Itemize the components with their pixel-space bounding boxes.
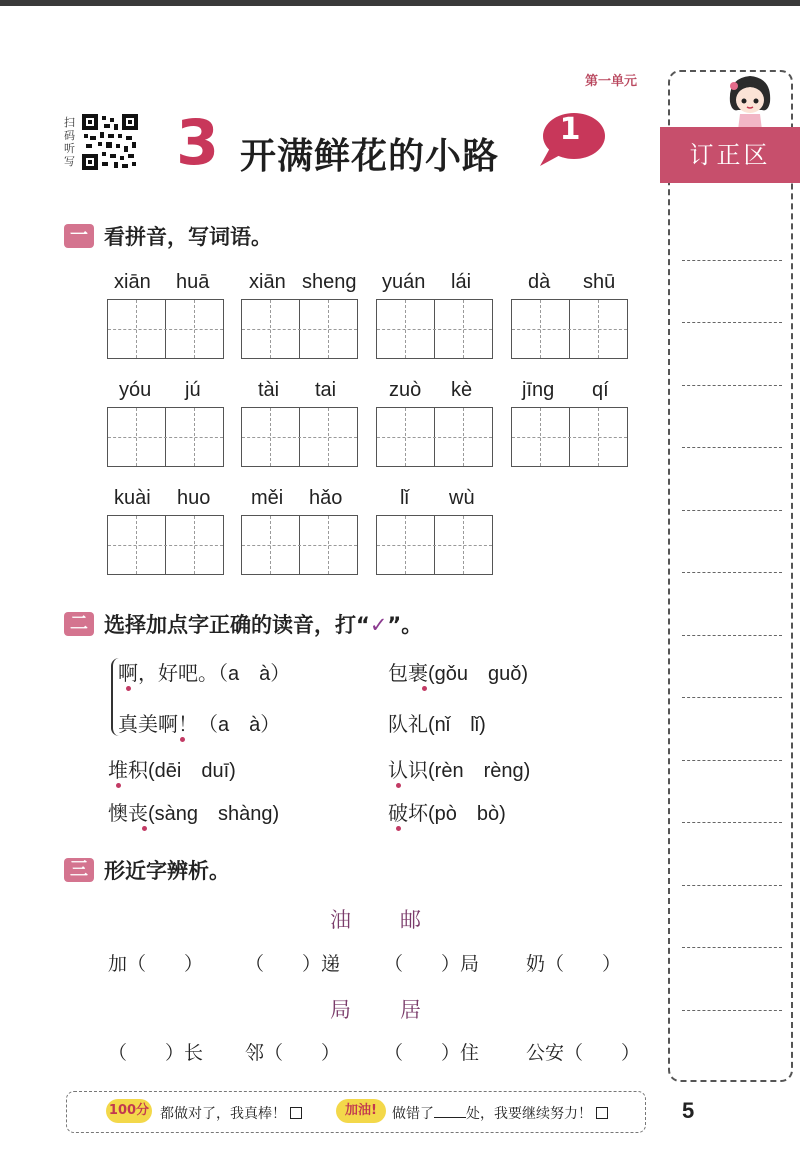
- writing-grid[interactable]: [511, 407, 628, 467]
- writing-grid[interactable]: [241, 515, 358, 575]
- pinyin: xiān: [249, 271, 286, 293]
- keep-going-badge: 加油!: [336, 1099, 386, 1123]
- correction-line: [682, 572, 782, 573]
- pinyin: hǎo: [309, 487, 343, 509]
- writing-grid[interactable]: [107, 299, 224, 359]
- pinyin: huo: [177, 487, 211, 509]
- correction-label: 订正区: [689, 141, 771, 169]
- pinyin: jú: [185, 379, 201, 401]
- cartoon-girl-icon: [722, 72, 778, 132]
- self-check-good: [160, 1103, 302, 1123]
- pinyin: měi: [251, 487, 284, 509]
- question-item[interactable]: [388, 657, 528, 686]
- char-pair: 局: [330, 998, 351, 1022]
- correction-line: [682, 885, 782, 886]
- correction-line: [682, 947, 782, 948]
- part-number: 1: [559, 112, 581, 147]
- emphasis-dot: [396, 826, 401, 831]
- question-word: 啊，好吧。: [118, 661, 218, 685]
- question-item[interactable]: [108, 754, 236, 783]
- question-item[interactable]: [108, 797, 279, 826]
- correction-area: [668, 70, 793, 1082]
- correction-line: [682, 322, 782, 323]
- qr-code-icon[interactable]: [82, 114, 138, 170]
- question-word: 认识: [388, 758, 428, 782]
- question-item[interactable]: [388, 708, 486, 737]
- lesson-number: 3: [176, 106, 220, 179]
- question-options: (rèn rèng): [428, 760, 531, 782]
- emphasis-dot: [126, 686, 131, 691]
- emphasis-dot: [396, 783, 401, 788]
- section-title-text: 选择加点字正确的读音，打“: [104, 613, 370, 637]
- emphasis-dot: [142, 826, 147, 831]
- correction-line: [682, 697, 782, 698]
- pinyin: qí: [592, 379, 609, 401]
- correction-line: [682, 635, 782, 636]
- question-word: 包裹: [388, 661, 428, 685]
- question-options: (gǒu guǒ): [428, 663, 529, 685]
- writing-grid[interactable]: [376, 299, 493, 359]
- correction-line: [682, 447, 782, 448]
- question-options: (pò bò): [428, 803, 506, 825]
- fill-blank[interactable]: （ ）局: [384, 953, 480, 975]
- question-options: （a à）: [218, 663, 291, 685]
- fill-blank[interactable]: 加（ ）: [108, 953, 204, 975]
- question-options: (nǐ lǐ): [428, 714, 486, 736]
- pinyin: xiān: [114, 271, 151, 293]
- correction-line: [682, 1010, 782, 1011]
- fill-blank[interactable]: 邻（ ）: [245, 1042, 341, 1064]
- correction-line: [682, 760, 782, 761]
- try-prefix: 做错了: [392, 1106, 434, 1122]
- pinyin: wù: [449, 487, 475, 509]
- pinyin: yuán: [382, 271, 426, 293]
- checkbox-try[interactable]: [596, 1107, 608, 1119]
- question-options: (dēi duī): [148, 760, 236, 782]
- question-word: 队礼: [388, 712, 428, 736]
- fill-blank[interactable]: 奶（ ）: [526, 953, 622, 975]
- section-title: [104, 609, 422, 639]
- emphasis-dot: [422, 686, 427, 691]
- correction-line: [682, 260, 782, 261]
- fill-blank[interactable]: （ ）住: [384, 1042, 480, 1064]
- pinyin: zuò: [389, 379, 422, 401]
- pinyin: lái: [451, 271, 472, 293]
- correction-line: [682, 510, 782, 511]
- self-check-try: [392, 1103, 608, 1123]
- emphasis-dot: [180, 737, 185, 742]
- pinyin: tài: [258, 379, 280, 401]
- writing-grid[interactable]: [241, 299, 358, 359]
- pinyin: lǐ: [400, 487, 409, 509]
- pinyin: dà: [528, 271, 551, 293]
- section-badge: 二: [64, 612, 94, 636]
- section-title-end: ”。: [387, 613, 423, 637]
- writing-grid[interactable]: [241, 407, 358, 467]
- section-badge: 三: [64, 858, 94, 882]
- pinyin: shū: [583, 271, 616, 293]
- section-badge: 一: [64, 224, 94, 248]
- fill-blank[interactable]: （ ）长: [108, 1042, 204, 1064]
- top-border: [0, 0, 800, 6]
- correction-line: [682, 822, 782, 823]
- section-title: 形近字辨析。: [104, 859, 230, 883]
- pinyin: huā: [176, 271, 210, 293]
- question-options: (sàng shàng): [148, 803, 280, 825]
- pinyin: jīng: [522, 379, 555, 401]
- error-count-blank[interactable]: [434, 1104, 466, 1118]
- question-item[interactable]: [118, 708, 280, 737]
- question-word: 懊丧: [108, 801, 148, 825]
- writing-grid[interactable]: [107, 515, 224, 575]
- fill-blank[interactable]: 公安（ ）: [526, 1042, 641, 1064]
- writing-grid[interactable]: [376, 515, 493, 575]
- char-pair: 邮: [400, 908, 421, 932]
- question-options: （a à）: [198, 714, 281, 736]
- question-word: 真美啊！: [118, 712, 198, 736]
- good-text: 都做对了，我真棒！: [160, 1106, 286, 1122]
- question-word: 堆积: [108, 758, 148, 782]
- correction-line: [682, 385, 782, 386]
- pinyin: sheng: [302, 271, 357, 293]
- question-item[interactable]: [388, 797, 506, 826]
- writing-grid[interactable]: [107, 407, 224, 467]
- char-pair: 居: [400, 998, 421, 1022]
- section-title: 看拼音，写词语。: [104, 225, 272, 249]
- char-pair: 油: [330, 908, 351, 932]
- pinyin: tai: [315, 379, 337, 401]
- full-score-badge: 100分: [106, 1099, 152, 1123]
- question-item[interactable]: [118, 657, 290, 686]
- question-item[interactable]: [388, 754, 530, 783]
- check-mark-icon: ✓: [369, 613, 388, 637]
- lesson-title: 开满鲜花的小路: [240, 136, 500, 177]
- page-number: 5: [682, 1098, 695, 1123]
- question-word: 破坏: [388, 801, 428, 825]
- unit-label: 第一单元: [585, 74, 638, 89]
- pinyin: kè: [451, 379, 473, 401]
- checkbox-good[interactable]: [290, 1107, 302, 1119]
- fill-blank[interactable]: （ ）递: [245, 953, 341, 975]
- try-suffix: 处，我要继续努力！: [466, 1106, 592, 1122]
- writing-grid[interactable]: [376, 407, 493, 467]
- emphasis-dot: [116, 783, 121, 788]
- writing-grid[interactable]: [511, 299, 628, 359]
- scan-hint: 扫码听写: [64, 116, 75, 168]
- pinyin: kuài: [114, 487, 151, 509]
- pinyin: yóu: [119, 379, 152, 401]
